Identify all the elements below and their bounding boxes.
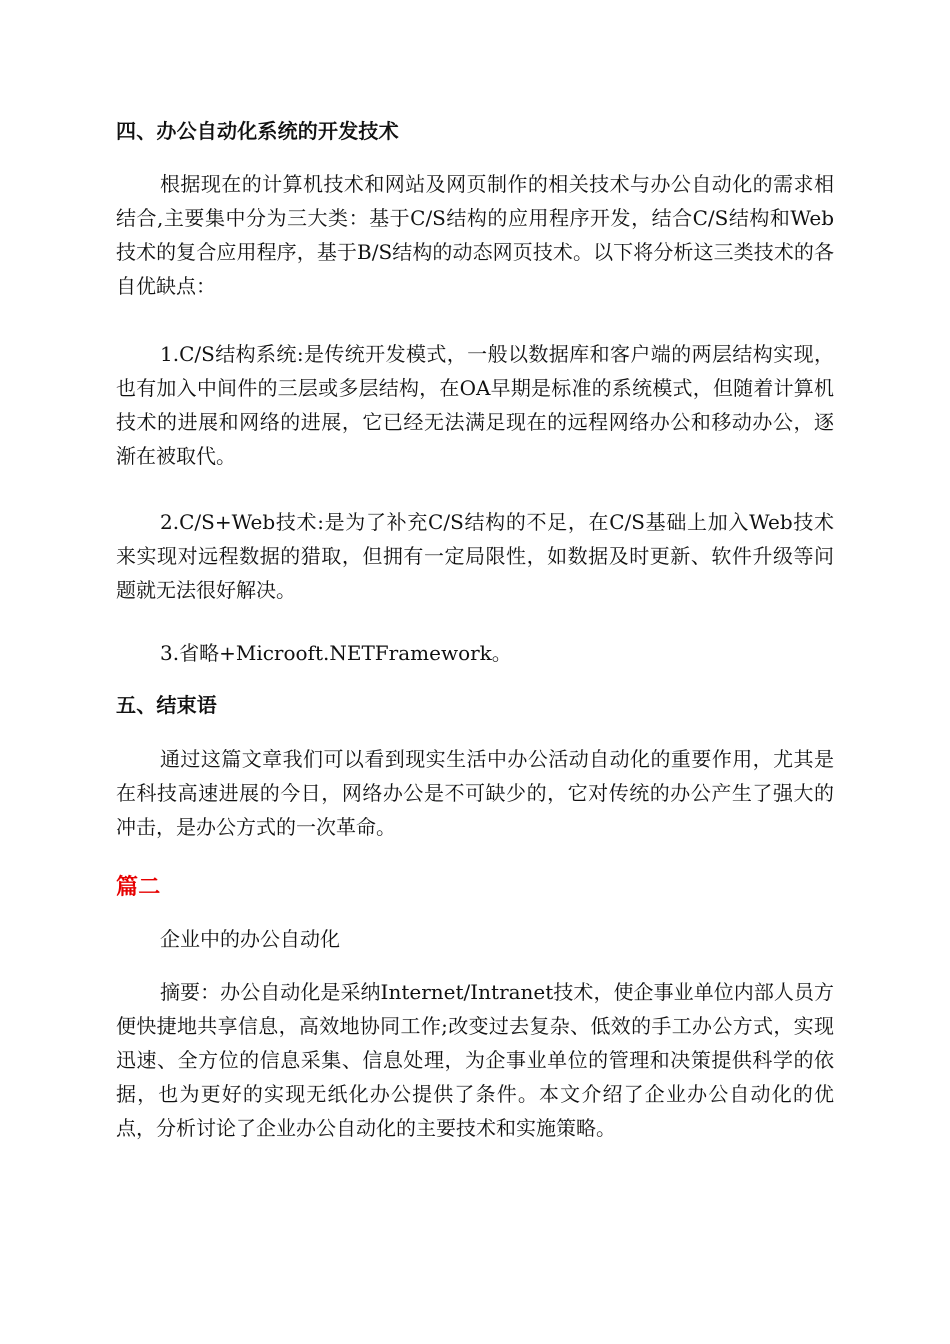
part-heading: 篇二 <box>116 875 161 900</box>
section5-paragraph: 通过这篇文章我们可以看到现实生活中办公活动自动化的重要作用，尤其是在科技高速进展的今日，网络办公是不可缺少的，它对传统的办公产生了强大的冲击，是办公方式的一次革命。 <box>116 747 834 839</box>
section4-intro-paragraph: 根据现在的计算机技术和网站及网页制作的相关技术与办公自动化的需求相结合,主要集中分为三大类：基于C/S结构的应用程序开发，结合C/S结构和Web技术的复合应用程序，基于B/S结构的动态网页技术。以下将分析这三类技术的各自优缺点： <box>116 172 834 298</box>
article-title: 企业中的办公自动化 <box>160 927 340 951</box>
section4-item-1: 1.C/S结构系统:是传统开发模式，一般以数据库和客户端的两层结构实现，也有加入中间件的三层或多层结构，在OA早期是标准的系统模式，但随着计算机技术的进展和网络的进展，它已经无法满足现在的远程网络办公和移动办公，逐渐在被取代。 <box>116 342 834 468</box>
section-heading-4: 四、办公自动化系统的开发技术 <box>116 119 399 143</box>
section4-item-3: 3.省略+Microoft.NETFramework。 <box>160 641 512 665</box>
section4-item-2: 2.C/S+Web技术:是为了补充C/S结构的不足，在C/S基础上加入Web技术来实现对远程数据的猎取，但拥有一定局限性，如数据及时更新、软件升级等问题就无法很好解决。 <box>116 510 834 602</box>
section-heading-5: 五、结束语 <box>116 693 217 717</box>
abstract-paragraph: 摘要：办公自动化是采纳Internet/Intranet技术，使企事业单位内部人员方便快捷地共享信息，高效地协同工作;改变过去复杂、低效的手工办公方式，实现迅速、全方位的信息采集、信息处理，为企事业单位的管理和决策提供科学的依据，也为更好的实现无纸化办公提供了条件。本文介绍了企业办公自动化的优点，分析讨论了企业办公自动化的主要技术和实施策略。 <box>116 980 834 1140</box>
